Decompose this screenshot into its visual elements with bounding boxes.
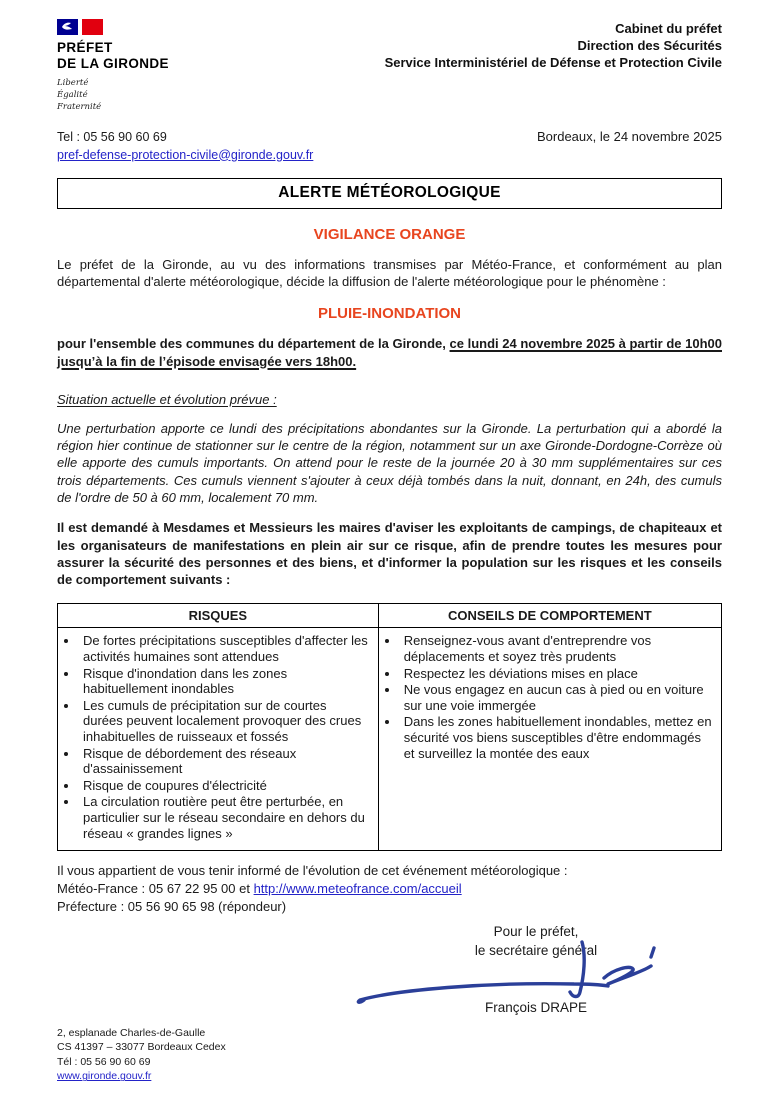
footer-address-line1: 2, esplanade Charles-de-Gaulle [57, 1027, 206, 1039]
followup-line3: Préfecture : 05 56 90 65 98 (répondeur) [57, 899, 287, 915]
list-item: • Risque de coupures d'électricité [79, 778, 370, 794]
contact-email-link[interactable]: pref-defense-protection-civile@gironde.gouv.fr [57, 147, 314, 162]
logo-motto [57, 78, 267, 114]
risks-cell [58, 628, 379, 851]
footer-website-link[interactable]: www.gironde.gouv.fr [57, 1070, 152, 1083]
contact-tel: Tel : 05 56 90 60 69 [57, 129, 167, 144]
advice-list [383, 633, 713, 761]
header [57, 18, 722, 114]
list-item: • Risque d'inondation dans les zones habituellement inondables [79, 666, 370, 697]
advice-column-header: CONSEILS DE COMPORTEMENT [378, 604, 721, 628]
contact-row [57, 128, 722, 164]
signature-title-line1: Pour le préfet, [493, 923, 579, 939]
table-header-row [58, 604, 722, 628]
prefecture-logo [57, 18, 267, 114]
logo-line1: PRÉFET [57, 40, 113, 55]
situation-paragraph: Une perturbation apporte ce lundi des précipitations abondantes sur la Gironde. La perturbation qui a abordé la région hier continue de stationner sur le centre de la région, notamment sur un axe Gironde-Dordogne-Corrèze où elle apporte des cumuls importants. On attend pour le reste de la journée 20 à 30 mm supplémentaires sur ces trois départements. Ces cumuls viennent s'ajouter à ceux déjà tombés dans la nuit, donnant, en 24h, des cumuls de l'ordre de 50 à 60 mm, localement 70 mm. [57, 420, 722, 506]
list-item: • Respectez les déviations mises en place [400, 666, 713, 682]
advice-cell [378, 628, 721, 851]
motto-liberte: Liberté [57, 77, 89, 88]
motto-fraternite: Fraternité [57, 101, 102, 112]
dateline: Bordeaux, le 24 novembre 2025 [536, 128, 722, 144]
risks-column-header: RISQUES [58, 604, 379, 628]
issuing-office [385, 18, 722, 71]
signature-title-line2: le secrétaire général [474, 943, 598, 959]
list-item: • Dans les zones habituellement inondables, mettez en sécurité vos biens susceptibles d'être endommagés et surveillez la montée des eaux [400, 714, 713, 761]
followup-info [57, 862, 722, 916]
list-item: • Ne vous engagez en aucun cas à pied ou en voiture sur une voie immergée [400, 682, 713, 713]
alert-title-box: ALERTE MÉTÉOROLOGIQUE [57, 178, 722, 209]
meteofrance-link[interactable]: http://www.meteofrance.com/accueil [253, 881, 462, 897]
intro-paragraph: Le préfet de la Gironde, au vu des informations transmises par Météo-France, et conformément au plan départemental d'alerte météorologique, décide la diffusion de l'alerte météorologique pour le phénomène : [57, 256, 722, 290]
signatory-name: François DRAPE [484, 1000, 588, 1016]
meteo-france-contact: Météo-France : 05 67 22 95 00 et [57, 881, 254, 897]
french-flag-icon [57, 18, 105, 36]
list-item: • La circulation routière peut être perturbée, en particulier sur le réseau secondaire en dehors du réseau « grandes lignes » [79, 794, 370, 841]
scope-plain: pour l'ensemble des communes du département de la Gironde, [57, 336, 450, 352]
signature-block [386, 922, 686, 1015]
office-line1: Cabinet du préfet [615, 21, 722, 36]
footer-address-line2: CS 41397 – 33077 Bordeaux Cedex [57, 1041, 226, 1054]
followup-line1: Il vous appartient de vous tenir informé de l'évolution de cet événement météorologique : [57, 863, 568, 879]
office-line3: Service Interministériel de Défense et Protection Civile [384, 55, 722, 71]
contact-info [57, 128, 313, 164]
phenomenon-title: PLUIE-INONDATION [317, 305, 462, 323]
scope-underlined: ce lundi 24 novembre 2025 à partir de 10h00 jusqu’à la fin de l’épisode envisagée vers 18h00. [57, 336, 722, 369]
motto-egalite: Égalité [57, 89, 88, 100]
table-body-row [58, 628, 722, 851]
footer-tel: Tél : 05 56 90 60 69 [57, 1055, 151, 1068]
followup-line2 [57, 880, 722, 898]
scope-paragraph [57, 335, 722, 370]
list-item: • Renseignez-vous avant d'entreprendre vos déplacements et soyez très prudents [400, 633, 713, 664]
list-item: • Les cumuls de précipitation sur de courtes durées peuvent localement provoquer des crues inhabituelles de ruisseaux et fossés [79, 698, 370, 745]
list-item: • Risque de débordement des réseaux d'assainissement [79, 746, 370, 777]
risks-list [62, 633, 370, 841]
office-line2: Direction des Sécurités [577, 38, 722, 54]
logo-line2: DE LA GIRONDE [57, 55, 169, 71]
logo-title [57, 40, 267, 72]
vigilance-level: VIGILANCE ORANGE [313, 225, 466, 243]
instruction-paragraph: Il est demandé à Mesdames et Messieurs les maires d'aviser les exploitants de campings, de chapiteaux et les organisateurs de manifestations en plein air sur ce risque, afin de prendre toutes les mesures pour assurer la sécurité des personnes et des biens, et d'informer la population sur les risques et les conseils de comportement suivants : [57, 520, 722, 588]
footer-address [57, 1026, 226, 1084]
risks-advice-table [57, 603, 722, 851]
situation-heading: Situation actuelle et évolution prévue : [57, 391, 277, 407]
list-item: • De fortes précipitations susceptibles d'affecter les activités humaines sont attendues [79, 633, 370, 664]
